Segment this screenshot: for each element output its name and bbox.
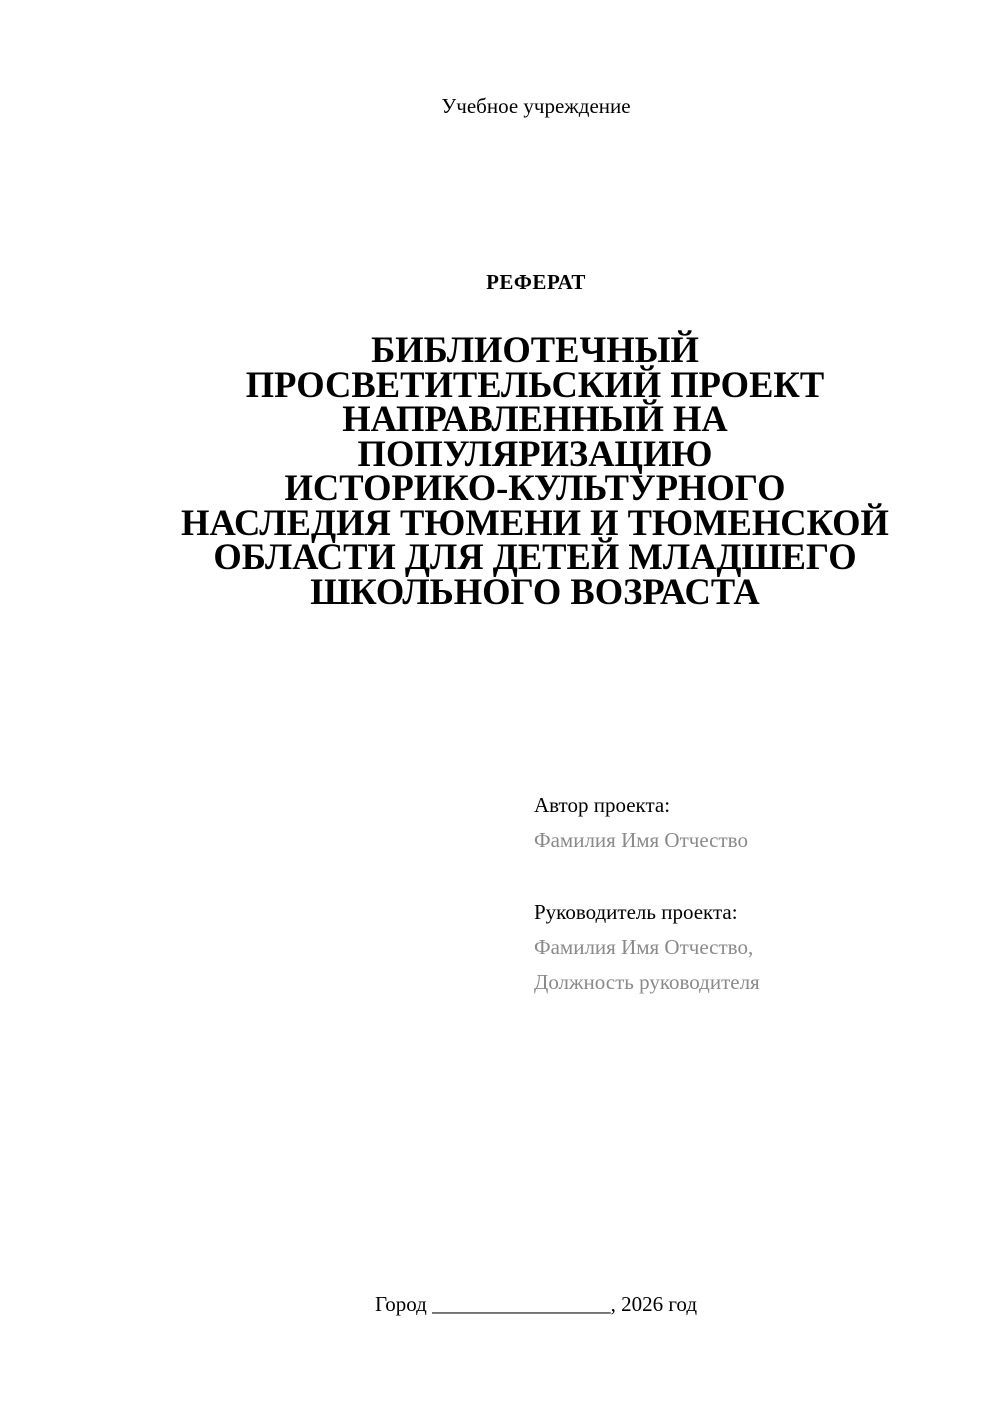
credits-block	[534, 788, 974, 1000]
title-line: БИБЛИОТЕЧНЫЙ	[371, 329, 699, 370]
title-line: НАПРАВЛЕННЫЙ НА	[342, 398, 728, 439]
credits-spacer	[534, 858, 974, 895]
title-line: ШКОЛЬНОГО ВОЗРАСТА	[310, 570, 760, 612]
institution-name: Учебное учреждение	[441, 94, 631, 118]
title-line: ПОПУЛЯРИЗАЦИЮ	[357, 432, 713, 474]
document-title	[120, 329, 950, 612]
title-line: НАСЛЕДИЯ ТЮМЕНИ И ТЮМЕНСКОЙ	[181, 501, 889, 543]
city-year-line: Город _________________, 2026 год	[374, 1292, 698, 1316]
document-type: РЕФЕРАТ	[486, 270, 586, 294]
author-name: Фамилия Имя Отчество	[534, 828, 748, 852]
title-line: ИСТОРИКО-КУЛЬТУРНОГО	[284, 467, 786, 508]
author-label: Автор проекта:	[534, 793, 671, 817]
title-line: ПРОСВЕТИТЕЛЬСКИЙ ПРОЕКТ	[245, 363, 825, 405]
supervisor-label: Руководитель проекта:	[534, 900, 738, 924]
supervisor-position: Должность руководителя	[534, 970, 760, 994]
supervisor-name: Фамилия Имя Отчество,	[534, 935, 754, 959]
title-line: ОБЛАСТИ ДЛЯ ДЕТЕЙ МЛАДШЕГО	[213, 536, 857, 577]
